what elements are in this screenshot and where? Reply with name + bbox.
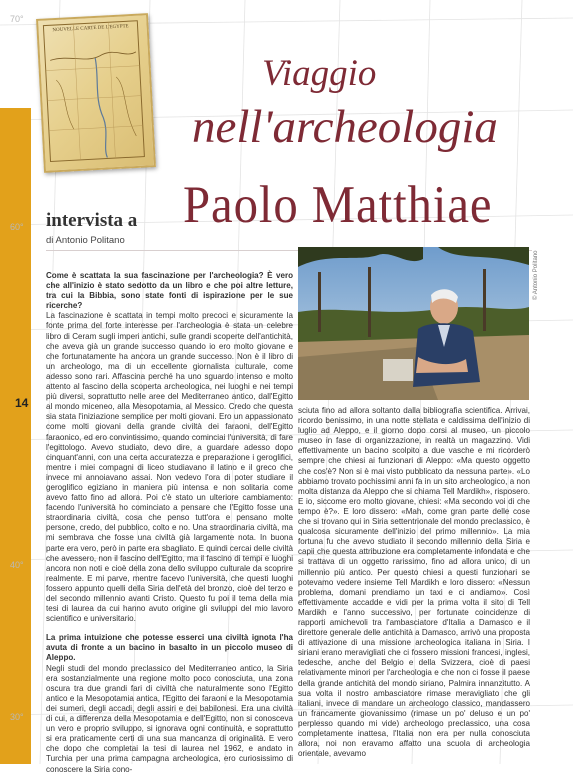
degree-label: 40° (10, 560, 24, 570)
degree-label: 30° (10, 712, 24, 722)
byline (46, 235, 125, 246)
headline-line-2: nell'archeologia (192, 101, 498, 153)
map-drawing (38, 15, 154, 170)
antique-map-image (36, 13, 156, 173)
map-title: NOUVELLE CARTE DE L'EGYPTE (52, 24, 129, 34)
headline-line-1: Viaggio (262, 53, 377, 94)
text-column-1 (46, 271, 293, 775)
degree-label: 60° (10, 222, 24, 232)
text-column-2 (298, 406, 530, 759)
gold-side-band (0, 108, 31, 764)
answer-2: Negli studi del mondo preclassico del Mediterraneo antico, la Siria era sostanzialmente una regione molto poco conosciuta, una zona oscura tra due grandi fari di civiltà che naturalmente sono l'Egitto antico e la Mesopotamia antica, l'Egitto dei faraoni e la Mesopotamia dei sumeri, degli accadi, degli assiri e dei babilonesi. Era una civiltà di cui, a differenza della Mesopotamia e dell'Egitto, non si conosceva un vero e proprio sviluppo, si ignorava ogni continuità, e soprattutto si era praticamente certi di una sua mancanza di originalità. E vero che dopo che completai la tesi di laurea nel 1962, e andato in Turchia per una prima campagna archeologica, ero curiosissimo di conoscere la Siria cono- (46, 663, 293, 774)
question-2: La prima intuizione che potesse esserci una civiltà ignota l'ha avuta di fronte a un bacino in basalto in un piccolo museo di Aleppo. (46, 633, 293, 663)
kicker: intervista a (46, 210, 138, 231)
page-number: 14 (15, 396, 29, 410)
answer-1: La fascinazione è scattata in tempi molto precoci e sicuramente la fonte prima del forte interesse per l'archeologia è stata un celebre libro di Ceram sugli imperi antichi, sulle grandi scoperte dell'antichità, che aveva già un grande successo quando io ero molto giovane e che fortunatamente ha ancora un grande successo. Non è il libro di un archeologo, ma di un eccellente giornalista culturale, come adesso sono rari. Affascina perché ha uno sguardo intenso e molto attento al fascino della scoperta archeologica, nei luoghi e nei tempi più diversi, soprattutto nelle aree del Mediterraneo antico, dall'Egitto al mondo miceneo, alla Mesopotamia, al Messico. Credo che questa sia stata l'iniziazione semplice per molti giovani. Ero un appassionato come molti giovani della grande civiltà dei faraoni, dell'Egitto faraonico, ed ero convintissimo, quando cominciai l'università, di fare l'egittologo. Avevo studiato, devo dire, a guardare adesso dopo cinquant'anni, con una certa accuratezza e preparazione i geroglifici, mentre i miei compagni di liceo studiavano il latino e il greco che invece mi annoiavano assai. Non vedevo l'ora di poter studiare il geroglifico egiziano in maniera più intensa e non solitaria come avevo fatto fino ad allora. Poi c'è stato un ulteriore cambiamento: facendo l'università ho cominciato a pensare che l'Egitto fosse una straordinaria civiltà, cosa che penso tutt'ora e pensano molte persone, credo, del pubblico, colto e no. Una straordinaria civiltà, ma mi sembrava che fosse una civiltà già largamente nota. In buona parte era vero, però in parte era sbagliato. E quindi cercai delle civiltà che avessero, non il fascino dell'Egitto, ma il fascino di tempi e luoghi ancora non noti e cioè della zona dello sviluppo culturale da scoprire realmente. E mi parve, mentre facevo l'università, che questi luoghi fossero appunto quelli della Siria dell'età del bronzo, cioè del terzo e del secondo millennio avanti Cristo. Questo fu poi il tema della mia tesi di laurea da cui hanno avuto origine gli sviluppi del mio lavoro scientifico e universitario. (46, 311, 293, 624)
byline-prefix: di (46, 235, 54, 246)
photo-credit: © Antonio Politano (533, 250, 539, 300)
photo-illustration (298, 247, 529, 400)
byline-author: Antonio Politano (55, 235, 125, 246)
column-2-text: sciuta fino ad allora soltanto dalla bibliografia scientifica. Arrivai, ricordo benissimo, in una notte stellata e caldissima dell'inizio di luglio ad Aleppo, e il giorno dopo corsi al museo, un piccolo museo in fase di organizzazione, in realtà un magazzino. Vidi effettivamente un bacino scolpito a due vasche e mi ricorderò sempre che chiesi ai funzionari di Aleppo: «Ma questo oggetto che cos'è? Non si è mai visto pubblicato da nessuna parte». «Lo abbiamo trovato pochissimi anni fa in un sito archeologico, a non molta distanza da Aleppo che si chiama Tell Mardikh», risposero. E io, siccome ero molto giovane, chiesi: «Ma secondo voi di che tempo è?». E loro dissero: «Mah, come gran parte delle cose che si trovano qui in Siria settentrionale del mondo preclassico, è qualcosa sicuramente dell'inizio del primo millennio». La mia fortuna fu che avevo studiato il secondo millennio della Siria e capii che questa attribuzione era completamente infondata e che si trattava di un oggetto rarissimo, fino ad allora unico, di un millennio più antico. Per questo chiesi a questi funzionari se potevamo vedere insieme Tell Mardikh e loro dissero: «Nessun problema, domani prendiamo un taxi e ci andiamo». Così effettivamente accadde e vidi per la prima volta il sito di Tell Mardikh e l'anno successivo, per fortunate coincidenze di rapporti amichevoli tra l'ambasciatore d'Italia a Damasco e il direttore generale delle antichità a Damasco, arrivò una proposta di attivazione di una missione archeologica italiana in Siria. I siriani erano meravigliati che ci fossero missioni francesi, inglesi, tedesche, anche del Belgio e della Svizzera, cioè di paesi relativamente minori per l'archeologia e che non ci fosse il paese della grande antichità del mondo siriano, Palmira innanzitutto. A sua volta il nostro ambasciatore rimase meravigliato che gli italiani, invece di mandare un archeologo classico, mandassero un francamente giovanissimo (rimase un po' deluso e un po' perplesso quando mi vide) archeologo preclassico, una cosa completamente inattesa, l'Italia non era per nulla conosciuta allora, noi non eravamo affatto una scuola di archeologia orientale, avevamo (298, 406, 530, 759)
question-1: Come è scattata la sua fascinazione per l'archeologia? È vero che all'inizio è stato sedotto da un libro e che poi altre letture, tra cui la Bibbia, sono state fonti di ispirazione per le sue ricerche? (46, 271, 293, 311)
degree-label: 70° (10, 14, 24, 24)
portrait-photo (298, 247, 529, 400)
subject-name: Paolo Matthiae (183, 176, 493, 234)
